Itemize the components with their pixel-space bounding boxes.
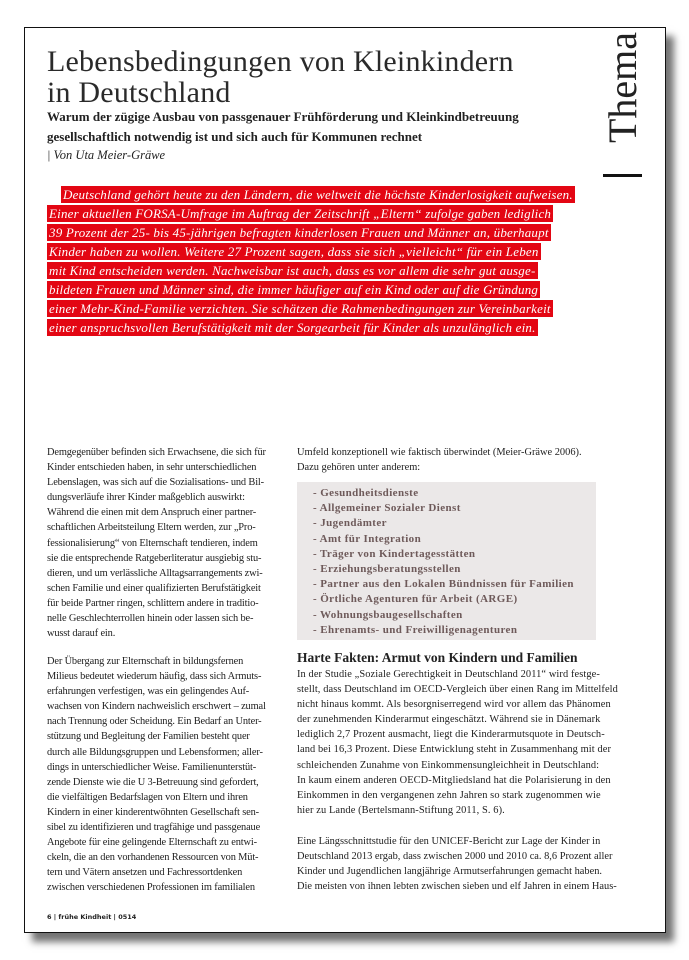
text-line: erfahrungen verfestigen, was ein gelingendes Auf- xyxy=(47,686,250,698)
left-paragraph-1 xyxy=(47,445,287,641)
list-item: - Träger von Kindertagesstätten xyxy=(313,547,476,560)
list-item: - Allgemeiner Sozialer Dienst xyxy=(313,502,461,515)
text-line xyxy=(47,224,575,243)
text-line xyxy=(47,205,575,224)
list-item: - Gesundheitsdienste xyxy=(313,487,419,499)
text-line: wachsen von Kindern nachweislich erschwert – zumal xyxy=(47,701,266,713)
list-item: - Wohnungsbaugesellschaften xyxy=(313,608,463,621)
text-line: sie die entsprechende Ratgeberliteratur ausgiebig stu- xyxy=(47,552,262,564)
title-line: Lebensbedingungen von Kleinkindern xyxy=(47,45,514,78)
text-line: tern und Vätern ansetzen und Fachressortdenken xyxy=(47,867,243,879)
text-line: Milieus bedeutet wiederum häufig, dass sich Armuts- xyxy=(47,671,262,683)
text-line: schleichenden Zunahme von Einkommensungleichheit in Deutschland: xyxy=(297,759,600,771)
list-item: - Jugendämter xyxy=(313,517,387,530)
list-item: - Amt für Integration xyxy=(313,532,422,545)
text-line: Kindern in einer kinderentwöhnten Gesellschaft sen- xyxy=(47,806,259,818)
text-line: schaftlichen Arbeitsteilung Eltern werden, zur „Pro- xyxy=(47,522,256,534)
title-line: in Deutschland xyxy=(47,76,231,109)
text-line: dings in unterschiedlicher Weise. Familienunterstüt- xyxy=(47,761,257,773)
text-line: sibel zu identifizieren und tragfähige und passgenaue xyxy=(47,822,261,834)
services-list-box xyxy=(297,482,596,640)
author-byline: | Von Uta Meier-Gräwe xyxy=(47,148,166,162)
text-line: Der Übergang zur Elternschaft in bildungsfernen xyxy=(47,656,244,667)
text-line: Die meisten von ihnen lebten zwischen sieben und elf Jahren in einem Haus- xyxy=(297,881,617,893)
text-line: nicht hinaus kommt. Als besorgniserregend wird vor allem das Phänomen xyxy=(297,699,611,711)
text-line xyxy=(47,262,575,281)
highlighted-text: bildeten Frauen und Männer sind, die immer häufiger auf ein Kind oder auf die Gründung xyxy=(49,282,539,297)
list-item: - Partner aus den Lokalen Bündnissen für Familien xyxy=(313,578,574,591)
text-line: Lebenslagen, was sich auf die Sozialisations- und Bil- xyxy=(47,477,264,489)
text-line xyxy=(47,243,575,262)
text-line: Kinder entschieden haben, in sehr unterschiedlichen xyxy=(47,462,257,474)
text-line: In kaum einem anderen OECD-Mitgliedsland hat die Polarisierung in den xyxy=(297,774,611,786)
text-line: Dazu gehören unter anderem: xyxy=(297,462,421,474)
text-line: zwischen verschiedenen Professionen im familialen xyxy=(47,882,255,894)
text-line: Während die einen mit dem Anspruch einer partner- xyxy=(47,507,257,519)
text-line: hier zu Lande (Bertelsmann-Stiftung 2011, S. 6). xyxy=(297,804,505,816)
text-line: dungsverläufe ihrer Kinder maßgeblich auswirkt: xyxy=(47,492,245,504)
text-line: Demgegenüber befinden sich Erwachsene, die sich für xyxy=(47,447,266,458)
section-label-bar xyxy=(603,174,642,177)
text-line: In der Studie „Soziale Gerechtigkeit in Deutschland 2011“ wird festge- xyxy=(297,669,600,680)
text-line: stützung und Begleitung der Familien besteht quer xyxy=(47,731,250,743)
text-line: Einkommen in den vergangenen zehn Jahren so stark zugenommen wie xyxy=(297,789,601,801)
text-line: ckeln, die an den vorhandenen Ressourcen von Müt- xyxy=(47,852,259,864)
section-label: Thema xyxy=(600,31,645,143)
highlighted-text: 39 Prozent der 25- bis 45-jährigen befragten kinderlosen Frauen und Männer an, überhaupt xyxy=(49,225,549,240)
right-paragraph-2 xyxy=(297,667,618,818)
text-line: nach Trennung oder Scheidung. Ein Bedarf an Unter- xyxy=(47,716,262,728)
text-line: für beide Partner ringen, schlittern andere in traditio- xyxy=(47,597,259,609)
text-line: Deutschland 2013 ergab, dass zwischen 2000 und 2010 ca. 8,6 Prozent aller xyxy=(297,851,613,863)
text-line: Angebote für eine gelingende Elternschaft zu entwi- xyxy=(47,837,257,849)
text-line: fessionalisierung“ von Elternschaft tendieren, indem xyxy=(47,537,258,549)
right-paragraph-1 xyxy=(297,445,582,475)
article-title xyxy=(47,46,514,108)
text-line: die vielfältigen Bedarfslagen von Eltern und ihren xyxy=(47,791,248,803)
highlighted-text: einer anspruchsvollen Berufstätigkeit mit der Sorgearbeit für Kinder als unzulänglich ein. xyxy=(49,320,536,335)
list-item: - Erziehungsberatungsstellen xyxy=(313,563,461,576)
text-line: schen Familie und einer qualifizierten Berufstätigkeit xyxy=(47,582,261,594)
intro-paragraph xyxy=(47,186,575,338)
text-line: nelle Geschlechterrollen hinein oder lassen sich be- xyxy=(47,613,254,625)
subtitle-line: Warum der zügige Ausbau von passgenauer Frühförderung und Kleinkindbetreuung xyxy=(47,109,519,124)
right-paragraph-3 xyxy=(297,834,617,894)
text-line: wusst darauf ein. xyxy=(47,628,116,640)
highlighted-text: einer Mehr-Kind-Familie verzichten. Sie schätzen die Rahmenbedingungen zur Vereinbarkeit xyxy=(49,301,551,316)
text-line: lediglich 2,7 Prozent ausmacht, liegt die Kinderarmutsquote in Deutsch- xyxy=(297,729,605,741)
text-line xyxy=(47,300,575,319)
text-line: dieren, und um verlässliche Alltagsarrangements zwi- xyxy=(47,567,263,579)
text-line: zende Dienste wie die U 3-Betreuung sind gefordert, xyxy=(47,776,259,788)
left-paragraph-2 xyxy=(47,654,287,896)
text-line: land bei 16,3 Prozent. Diese Entwicklung steht in Zusammenhang mit der xyxy=(297,744,612,756)
highlighted-text: mit Kind entscheiden werden. Nachweisbar ist auch, dass es vor allem die sehr gut ausge- xyxy=(49,263,536,278)
text-line: der zunehmenden Kinderarmut eingeschätzt. Während sie in Dänemark xyxy=(297,714,601,726)
highlighted-text: Einer aktuellen FORSA-Umfrage im Auftrag der Zeitschrift „Eltern“ zufolge gaben lediglich xyxy=(49,206,552,221)
subtitle-line: gesellschaftlich notwendig ist und sich auch für Kommunen rechnet xyxy=(47,129,423,144)
text-line: stellt, dass Deutschland im OECD-Vergleich über einen Rang im Mittelfeld xyxy=(297,684,618,696)
text-line xyxy=(47,186,575,205)
section-heading: Harte Fakten: Armut von Kindern und Familien xyxy=(297,650,578,665)
text-line xyxy=(47,281,575,300)
text-line xyxy=(47,319,575,338)
highlighted-text: Deutschland gehört heute zu den Ländern, die weltweit die höchste Kinderlosigkeit aufweisen. xyxy=(63,187,573,202)
highlighted-text: Kinder haben zu wollen. Weitere 27 Prozent sagen, dass sie sich „vielleicht“ für ein Leben xyxy=(49,244,539,259)
list-item: - Örtliche Agenturen für Arbeit (ARGE) xyxy=(313,593,518,606)
list-item: - Ehrenamts- und Freiwilligenagenturen xyxy=(313,623,518,636)
text-line: durch alle Bildungsgruppen und Lebensformen; aller- xyxy=(47,746,263,758)
article-subtitle xyxy=(47,107,519,147)
text-line: Umfeld konzeptionell wie faktisch überwindet (Meier-Gräwe 2006). xyxy=(297,447,582,458)
text-line: Eine Längsschnittstudie für den UNICEF-Bericht zur Lage der Kinder in xyxy=(297,836,601,847)
page-footer: 6 | frühe Kindheit | 0514 xyxy=(47,913,137,921)
text-line: Kinder und Jugendlichen langjährige Armutserfahrungen gemacht haben. xyxy=(297,866,602,878)
